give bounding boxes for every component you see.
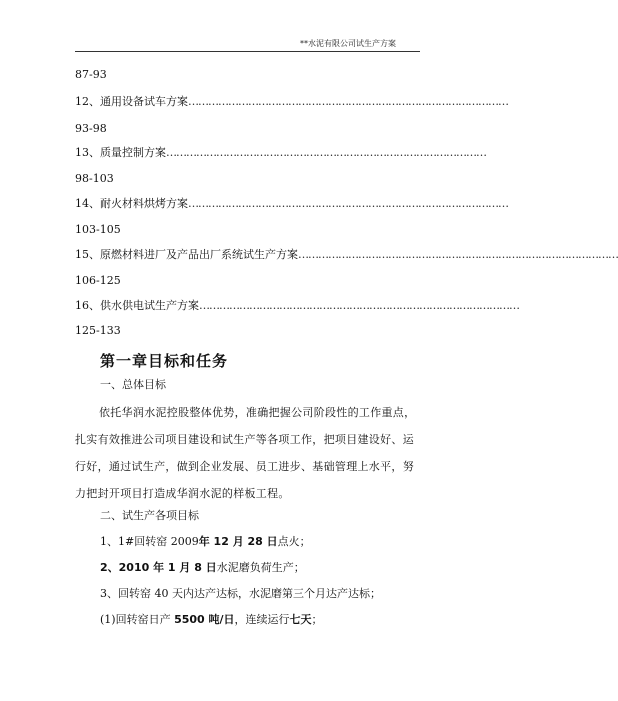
toc-item-label: 12、通用设备试车方案 xyxy=(75,95,188,108)
toc-item-label: 15、原燃材料进厂及产品出厂系统试生产方案 xyxy=(75,248,298,261)
goal-bold: 12 xyxy=(209,535,233,548)
goal-item-4 xyxy=(100,613,323,627)
goal-text: 点火； xyxy=(277,535,311,548)
toc-page-range: 98-103 xyxy=(75,172,114,185)
toc-item-16 xyxy=(75,299,519,313)
section-heading: 二、试生产各项目标 xyxy=(100,509,199,522)
toc-leader: …………………………………………………………………………………… xyxy=(188,95,508,108)
goal-bold: 七天 xyxy=(289,613,312,626)
goal-bold: 28 xyxy=(243,535,267,548)
goal-bold: 5500 吨/日 xyxy=(174,613,235,626)
goal-text: ； xyxy=(311,613,323,626)
toc-item-label: 13、质量控制方案 xyxy=(75,146,166,159)
section-body-paragraph: 依托华润水泥控股整体优势，准确把握公司阶段性的工作重点，扎实有效推进公司项目建设和试生产等各项工作，把项目建设好、运行好，通过试生产，做到企业发展、员工进步、基础管理上水平，努力把封开项目打造成华润水泥的样板工程。 xyxy=(75,406,416,500)
toc-page-range: 125-133 xyxy=(75,324,121,337)
goal-bold: 年 xyxy=(198,535,210,548)
goal-text: (1)回转窑日产 xyxy=(100,613,175,626)
goal-text: 水泥磨负荷生产； xyxy=(216,561,305,574)
goal-text: 1、1#回转窑 2009 xyxy=(100,535,199,548)
goal-item-1 xyxy=(100,535,311,549)
toc-leader: …………………………………………………………………………………… xyxy=(166,146,486,159)
goal-item-2 xyxy=(100,561,305,575)
toc-leader: …………………………………………………………………………………… xyxy=(199,299,519,312)
goal-bold: 日 xyxy=(266,535,278,548)
toc-page-range: 87-93 xyxy=(75,68,107,81)
goal-text: ，连续运行 xyxy=(234,613,290,626)
header-divider xyxy=(75,51,420,52)
goal-bold: 月 xyxy=(232,535,244,548)
goal-item-3: 3、回转窑 40 天内达产达标，水泥磨第三个月达产达标； xyxy=(100,587,381,600)
toc-item-13 xyxy=(75,146,486,160)
page-header-title: **水泥有限公司试生产方案 xyxy=(300,39,396,48)
toc-item-15 xyxy=(75,248,618,262)
toc-page-range: 106-125 xyxy=(75,274,121,287)
goal-bold: 2、2010 年 1 月 8 日 xyxy=(100,561,217,574)
toc-item-14 xyxy=(75,197,508,211)
toc-item-12 xyxy=(75,95,508,109)
chapter-title: 第一章目标和任务 xyxy=(100,352,229,370)
toc-item-label: 14、耐火材料烘烤方案 xyxy=(75,197,188,210)
toc-item-label: 16、供水供电试生产方案 xyxy=(75,299,199,312)
toc-leader: …………………………………………………………………………………… xyxy=(188,197,508,210)
toc-leader: …………………………………………………………………………………… xyxy=(298,248,618,261)
toc-page-range: 93-98 xyxy=(75,122,107,135)
toc-page-range: 103-105 xyxy=(75,223,121,236)
section-heading: 一、总体目标 xyxy=(100,378,166,391)
